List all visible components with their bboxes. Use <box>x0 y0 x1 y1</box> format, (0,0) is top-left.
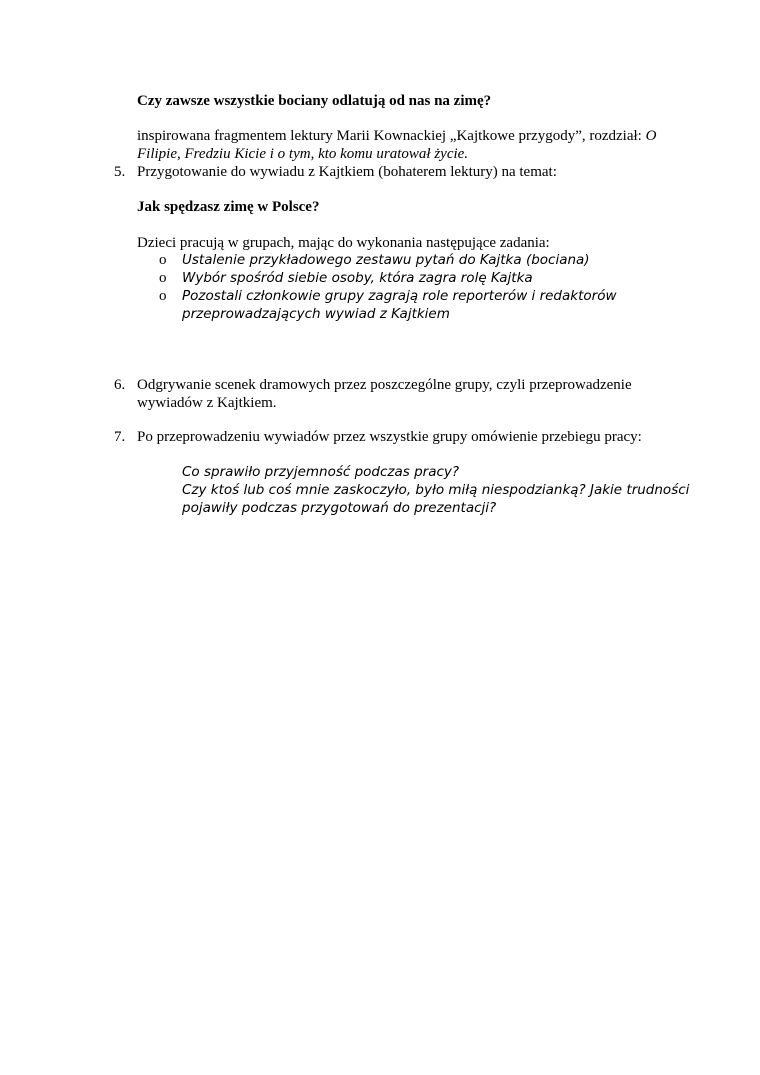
reflection-line-3: pojawiły podczas przygotowań do prezentacji? <box>182 500 497 516</box>
inspired-text: inspirowana fragmentem lektury Marii Kownackiej „Kajtkowe przygody”, rozdział: <box>137 128 646 144</box>
groups-intro: Dzieci pracują w grupach, mając do wykonania następujące zadania: <box>137 235 550 251</box>
task-3-text-line-2: przeprowadzających wywiad z Kajtkiem <box>182 306 450 322</box>
inspired-line-1 <box>137 127 656 145</box>
item-6-text-line-1: Odgrywanie scenek dramowych przez poszczególne grupy, czyli przeprowadzenie <box>137 377 632 393</box>
question-storks: Czy zawsze wszystkie bociany odlatują od nas na zimę? <box>137 93 492 109</box>
task-1-text: Ustalenie przykładowego zestawu pytań do Kajtka (bociana) <box>182 252 590 268</box>
reflection-line-1: Co sprawiło przyjemność podczas pracy? <box>182 464 460 480</box>
item-7-number: 7. <box>114 429 126 445</box>
chapter-title-rest: Filipie, Fredziu Kicie i o tym, kto komu uratował życie. <box>137 146 469 162</box>
task-2-text: Wybór spośród siebie osoby, która zagra rolę Kajtka <box>182 270 533 286</box>
item-7-text: Po przeprowadzeniu wywiadów przez wszystkie grupy omówienie przebiegu pracy: <box>137 429 642 445</box>
question-winter: Jak spędzasz zimę w Polsce? <box>137 199 320 215</box>
task-1-bullet: o <box>159 252 167 268</box>
task-3-bullet: o <box>159 288 167 304</box>
reflection-line-2: Czy ktoś lub coś mnie zaskoczyło, było miłą niespodzianką? Jakie trudności <box>182 482 690 498</box>
task-2-bullet: o <box>159 270 167 286</box>
item-5-number: 5. <box>114 164 126 180</box>
item-6-number: 6. <box>114 377 126 393</box>
task-3-text-line-1: Pozostali członkowie grupy zagrają role reporterów i redaktorów <box>182 288 617 304</box>
chapter-title-start: O <box>645 128 657 144</box>
item-5-text: Przygotowanie do wywiadu z Kajtkiem (bohaterem lektury) na temat: <box>137 164 557 180</box>
item-6-text-line-2: wywiadów z Kajtkiem. <box>137 395 277 411</box>
